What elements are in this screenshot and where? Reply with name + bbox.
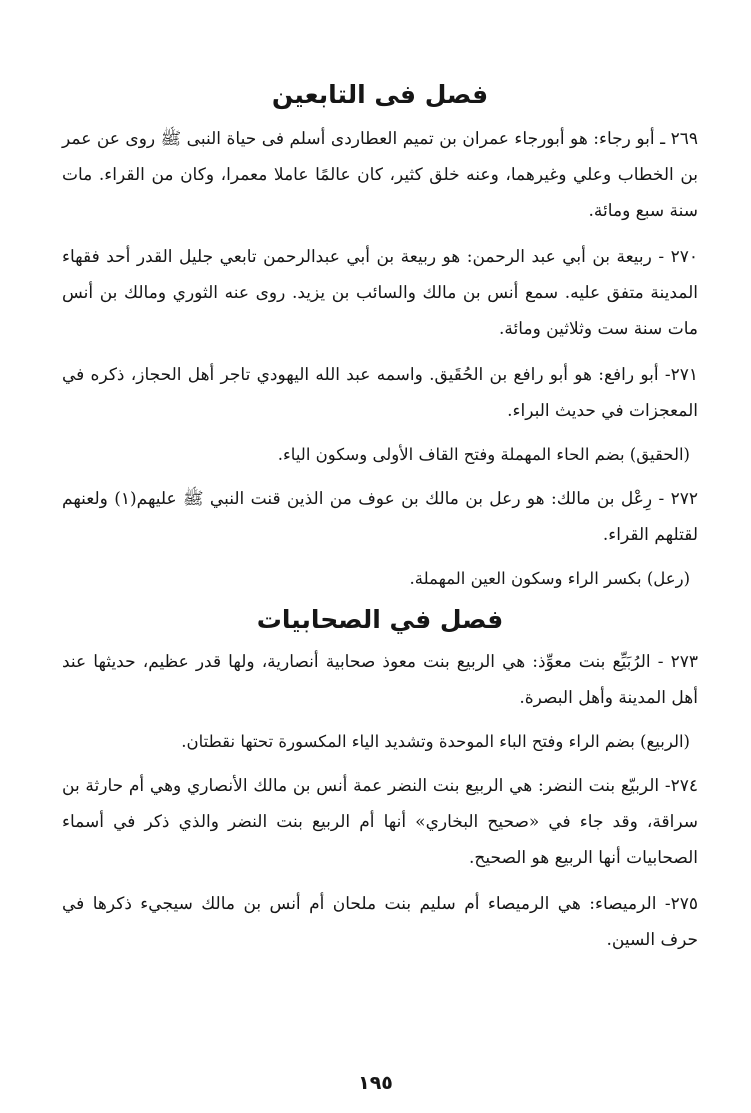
document-page <box>62 80 698 968</box>
entry-275: ٢٧٥- الرميصاء: هي الرميصاء أم سليم بنت ملحان أم أنس بن مالك سيجيء ذكرها في حرف السين. <box>62 894 698 950</box>
entry-271: ٢٧١- أبو رافع: هو أبو رافع بن الحُقَيق. واسمه عبد الله اليهودي تاجر أهل الحجاز، ذكره في المعجزات في حديث البراء. <box>62 365 698 421</box>
entry-272: ٢٧٢ - رِعْل بن مالك: هو رعل بن مالك بن عوف من الذين قنت النبي ﷺ عليهم(١) ولعنهم لقتلهم القراء. <box>62 489 698 545</box>
entry-273: ٢٧٣ - الرُبَيِّع بنت معوِّذ: هي الربيع بنت معوذ صحابية أنصارية، ولها قدر عظيم، حديثها عند أهل المدينة وأهل البصرة. <box>62 652 698 708</box>
page-number: ١٩٥ <box>358 1072 393 1094</box>
entry-269: ٢٦٩ ـ أبو رجاء: هو أبورجاء عمران بن تميم العطاردى أسلم فى حياة النبى ﷺ روى عن عمر بن الخطاب وعلي وغيرهما، وعنه خلق كثير، كان عالمًا عاملا معمرا، وكان من القراء. مات سنة سبع ومائة. <box>62 129 698 221</box>
section-title-sahabiyat: فصل في الصحابيات <box>256 605 504 634</box>
entry-270: ٢٧٠ - ربيعة بن أبي عبد الرحمن: هو ربيعة بن أبي عبدالرحمن تابعي جليل القدر أحد فقهاء المدينة متفق عليه. سمع أنس بن مالك والسائب بن يزيد. روى عنه الثوري ومالك بن أنس مات سنة ست وثلاثين ومائة. <box>62 247 698 339</box>
note-271: (الحقيق) بضم الحاء المهملة وفتح القاف الأولى وسكون الياء. <box>277 445 690 464</box>
entry-274: ٢٧٤- الربيّع بنت النضر: هي الربيع بنت النضر عمة أنس بن مالك الأنصاري وهي أم حارثة بن سراقة، وقد جاء في «صحيح البخاري» أنها أم الربيع بنت النضر والذي ذكر في أسماء الصحابيات أنها الربيع هو الصحيح. <box>62 776 698 868</box>
note-272: (رعل) بكسر الراء وسكون العين المهملة. <box>409 569 690 588</box>
section-title-tabiun: فصل فى التابعين <box>271 80 489 109</box>
note-273: (الربيع) بضم الراء وفتح الباء الموحدة وتشديد الياء المكسورة تحتها نقطتان. <box>181 732 690 751</box>
